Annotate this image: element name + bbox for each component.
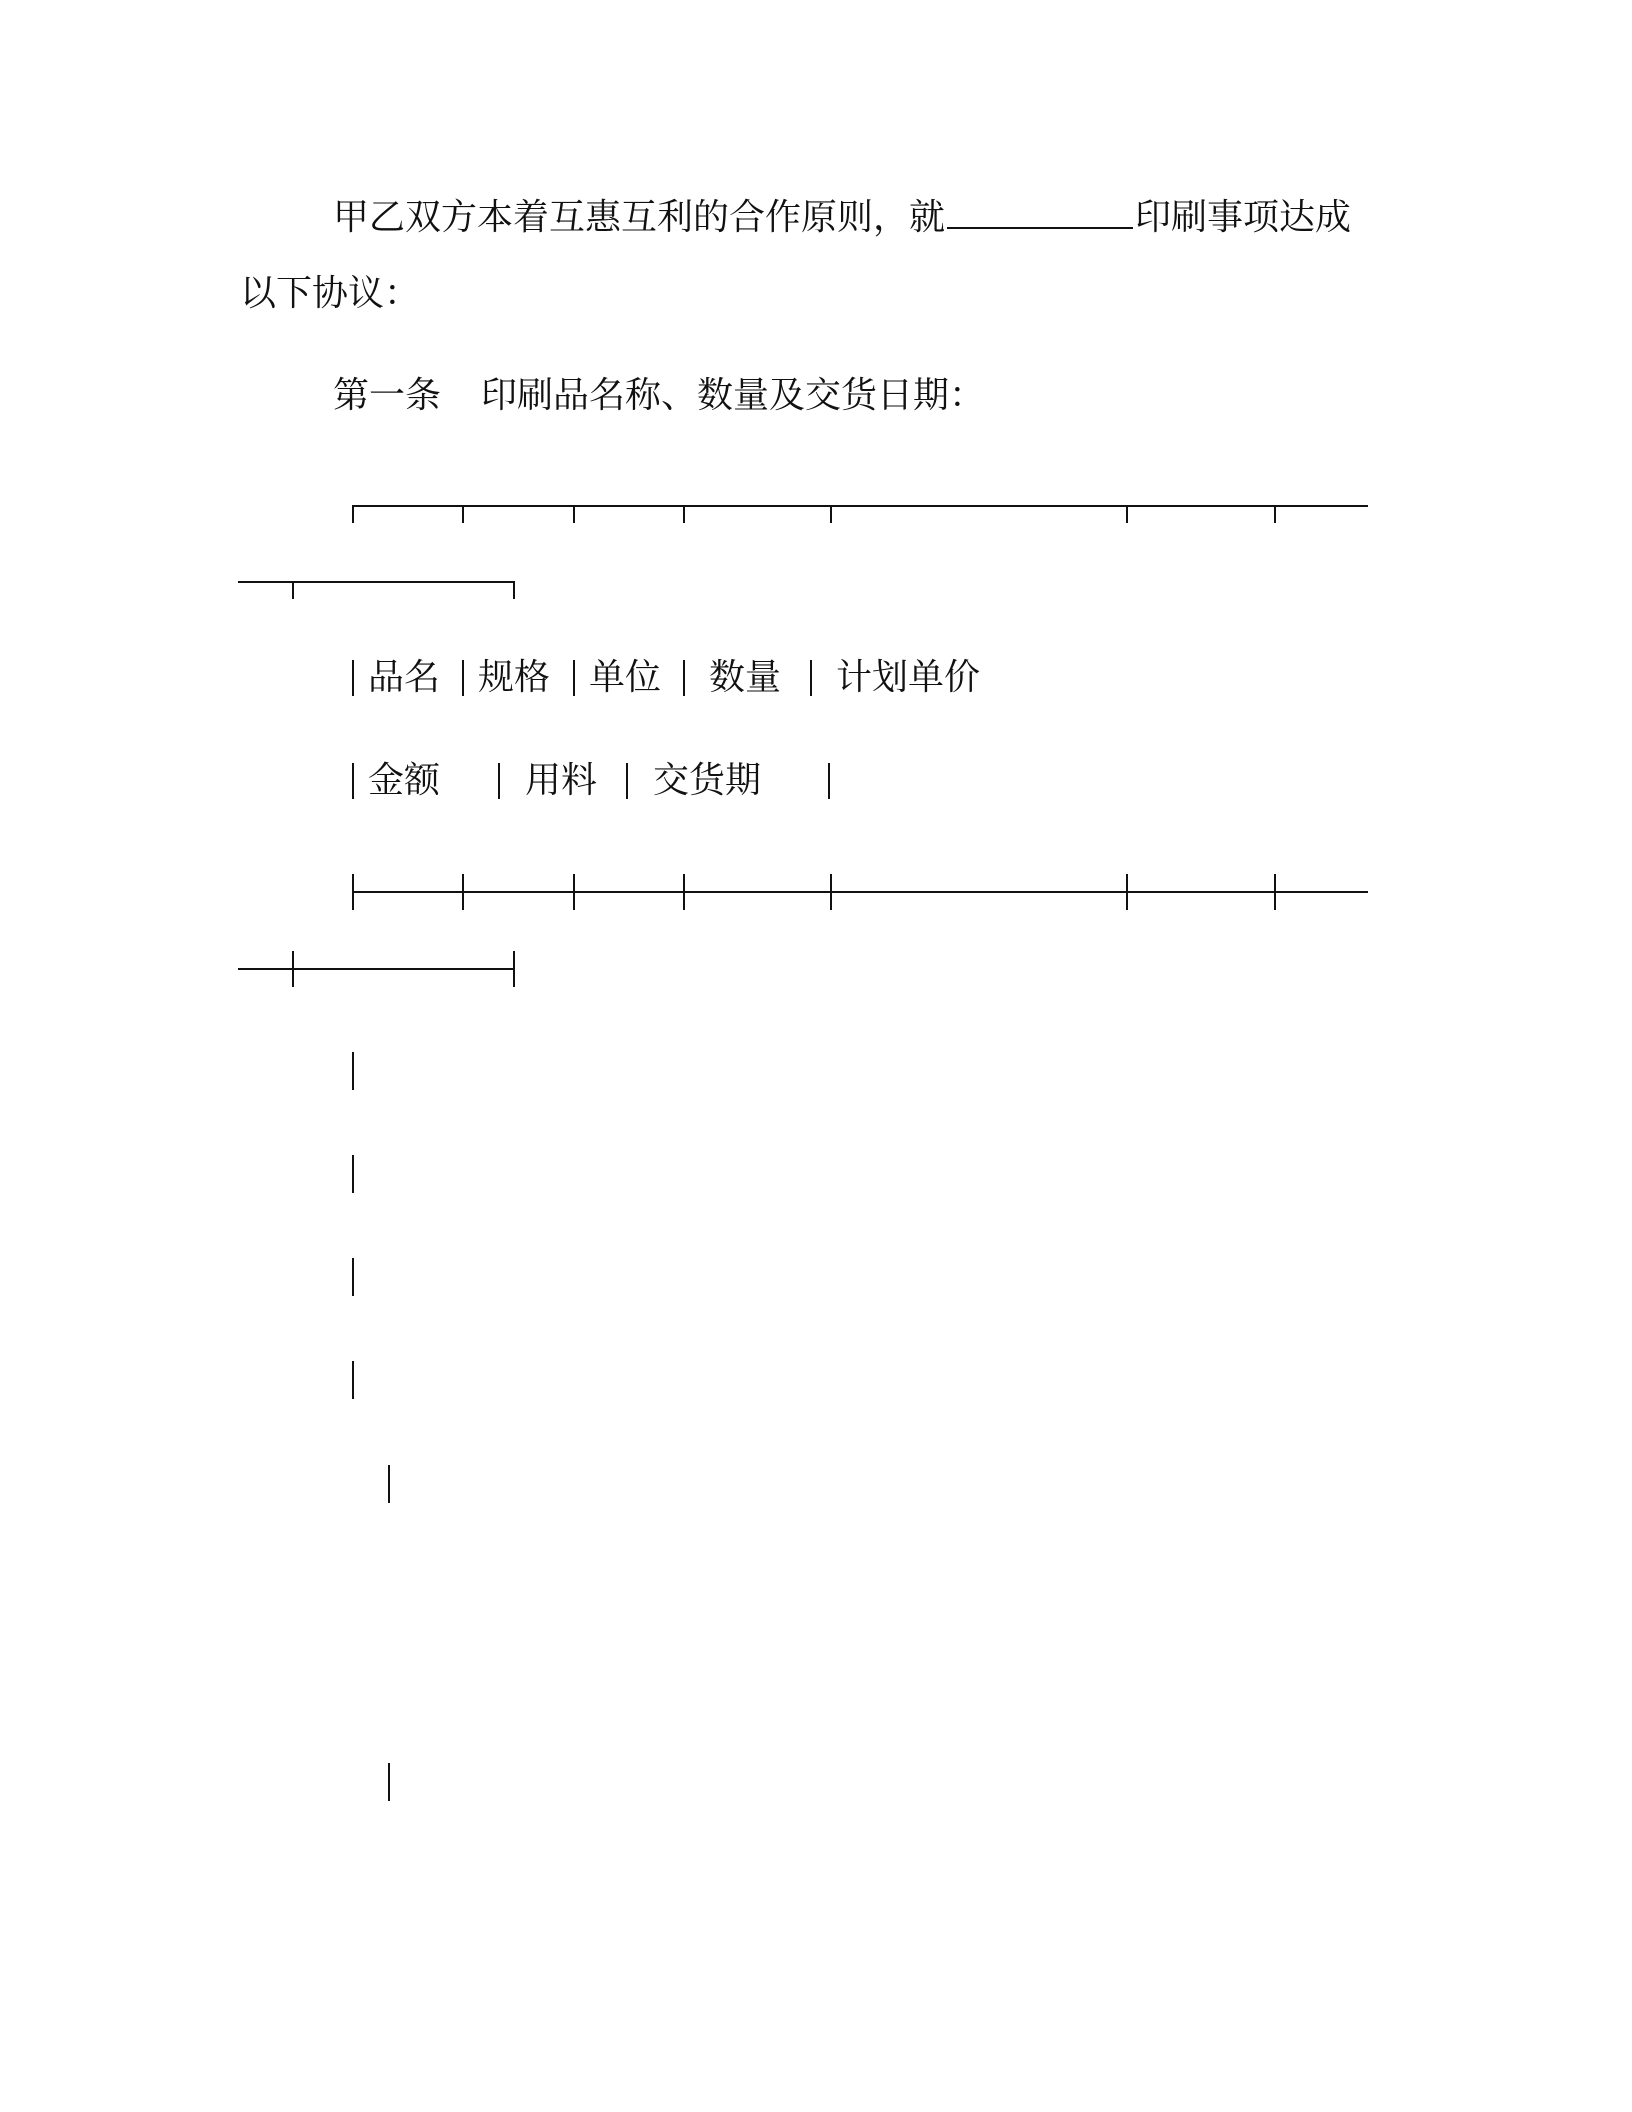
article-1-heading (333, 374, 985, 418)
header-divider (573, 660, 575, 696)
table-top-tick (830, 505, 832, 523)
body-row-border (352, 1052, 354, 1090)
header-cell: 单位 (589, 657, 662, 698)
header-divider (626, 763, 628, 799)
header-cell: 品名 (368, 657, 441, 698)
printing-item-blank[interactable] (947, 197, 1133, 229)
intro-line-2: 以下协议： (240, 273, 421, 314)
header-cell: 计划单价 (836, 657, 981, 698)
separator-cross (352, 874, 354, 910)
header-cell: 用料 (525, 760, 598, 801)
header-separator-continued (238, 968, 514, 970)
table-top-tick (462, 505, 464, 523)
table-top-tick (1274, 505, 1276, 523)
intro-line-1-after: 印刷事项达成 (1135, 197, 1352, 238)
separator-cross (462, 874, 464, 910)
header-separator (352, 891, 1368, 893)
header-divider (352, 660, 354, 696)
table-top-tick (1126, 505, 1128, 523)
table-top-tick (513, 581, 515, 599)
header-cell: 金额 (368, 760, 441, 801)
body-row-border (352, 1155, 354, 1193)
table-top-tick (573, 505, 575, 523)
header-divider (828, 763, 830, 799)
table-top-tick (292, 581, 294, 599)
header-cell: 数量 (709, 657, 782, 698)
intro-line-1 (333, 196, 1351, 240)
separator-cross (513, 951, 515, 987)
header-divider (462, 660, 464, 696)
separator-cross (573, 874, 575, 910)
header-cell: 交货期 (653, 760, 762, 801)
table-top-border-continued (238, 581, 514, 583)
header-divider (352, 763, 354, 799)
body-row-border (352, 1258, 354, 1296)
separator-cross (830, 874, 832, 910)
separator-cross (1274, 874, 1276, 910)
separator-cross (683, 874, 685, 910)
table-top-tick (683, 505, 685, 523)
table-top-border (352, 505, 1368, 507)
body-row-border (388, 1465, 390, 1503)
header-divider (498, 763, 500, 799)
body-row-border (388, 1763, 390, 1801)
header-cell: 规格 (478, 657, 551, 698)
intro-line-1-before: 甲乙双方本着互惠互利的合作原则，就 (333, 197, 946, 238)
article-1-number: 第一条 (333, 375, 442, 416)
table-top-tick (352, 505, 354, 523)
article-1-title: 印刷品名称、数量及交货日期： (481, 375, 986, 416)
body-row-border (352, 1361, 354, 1399)
separator-cross (1126, 874, 1128, 910)
header-divider (810, 660, 812, 696)
header-divider (683, 660, 685, 696)
separator-cross (292, 951, 294, 987)
